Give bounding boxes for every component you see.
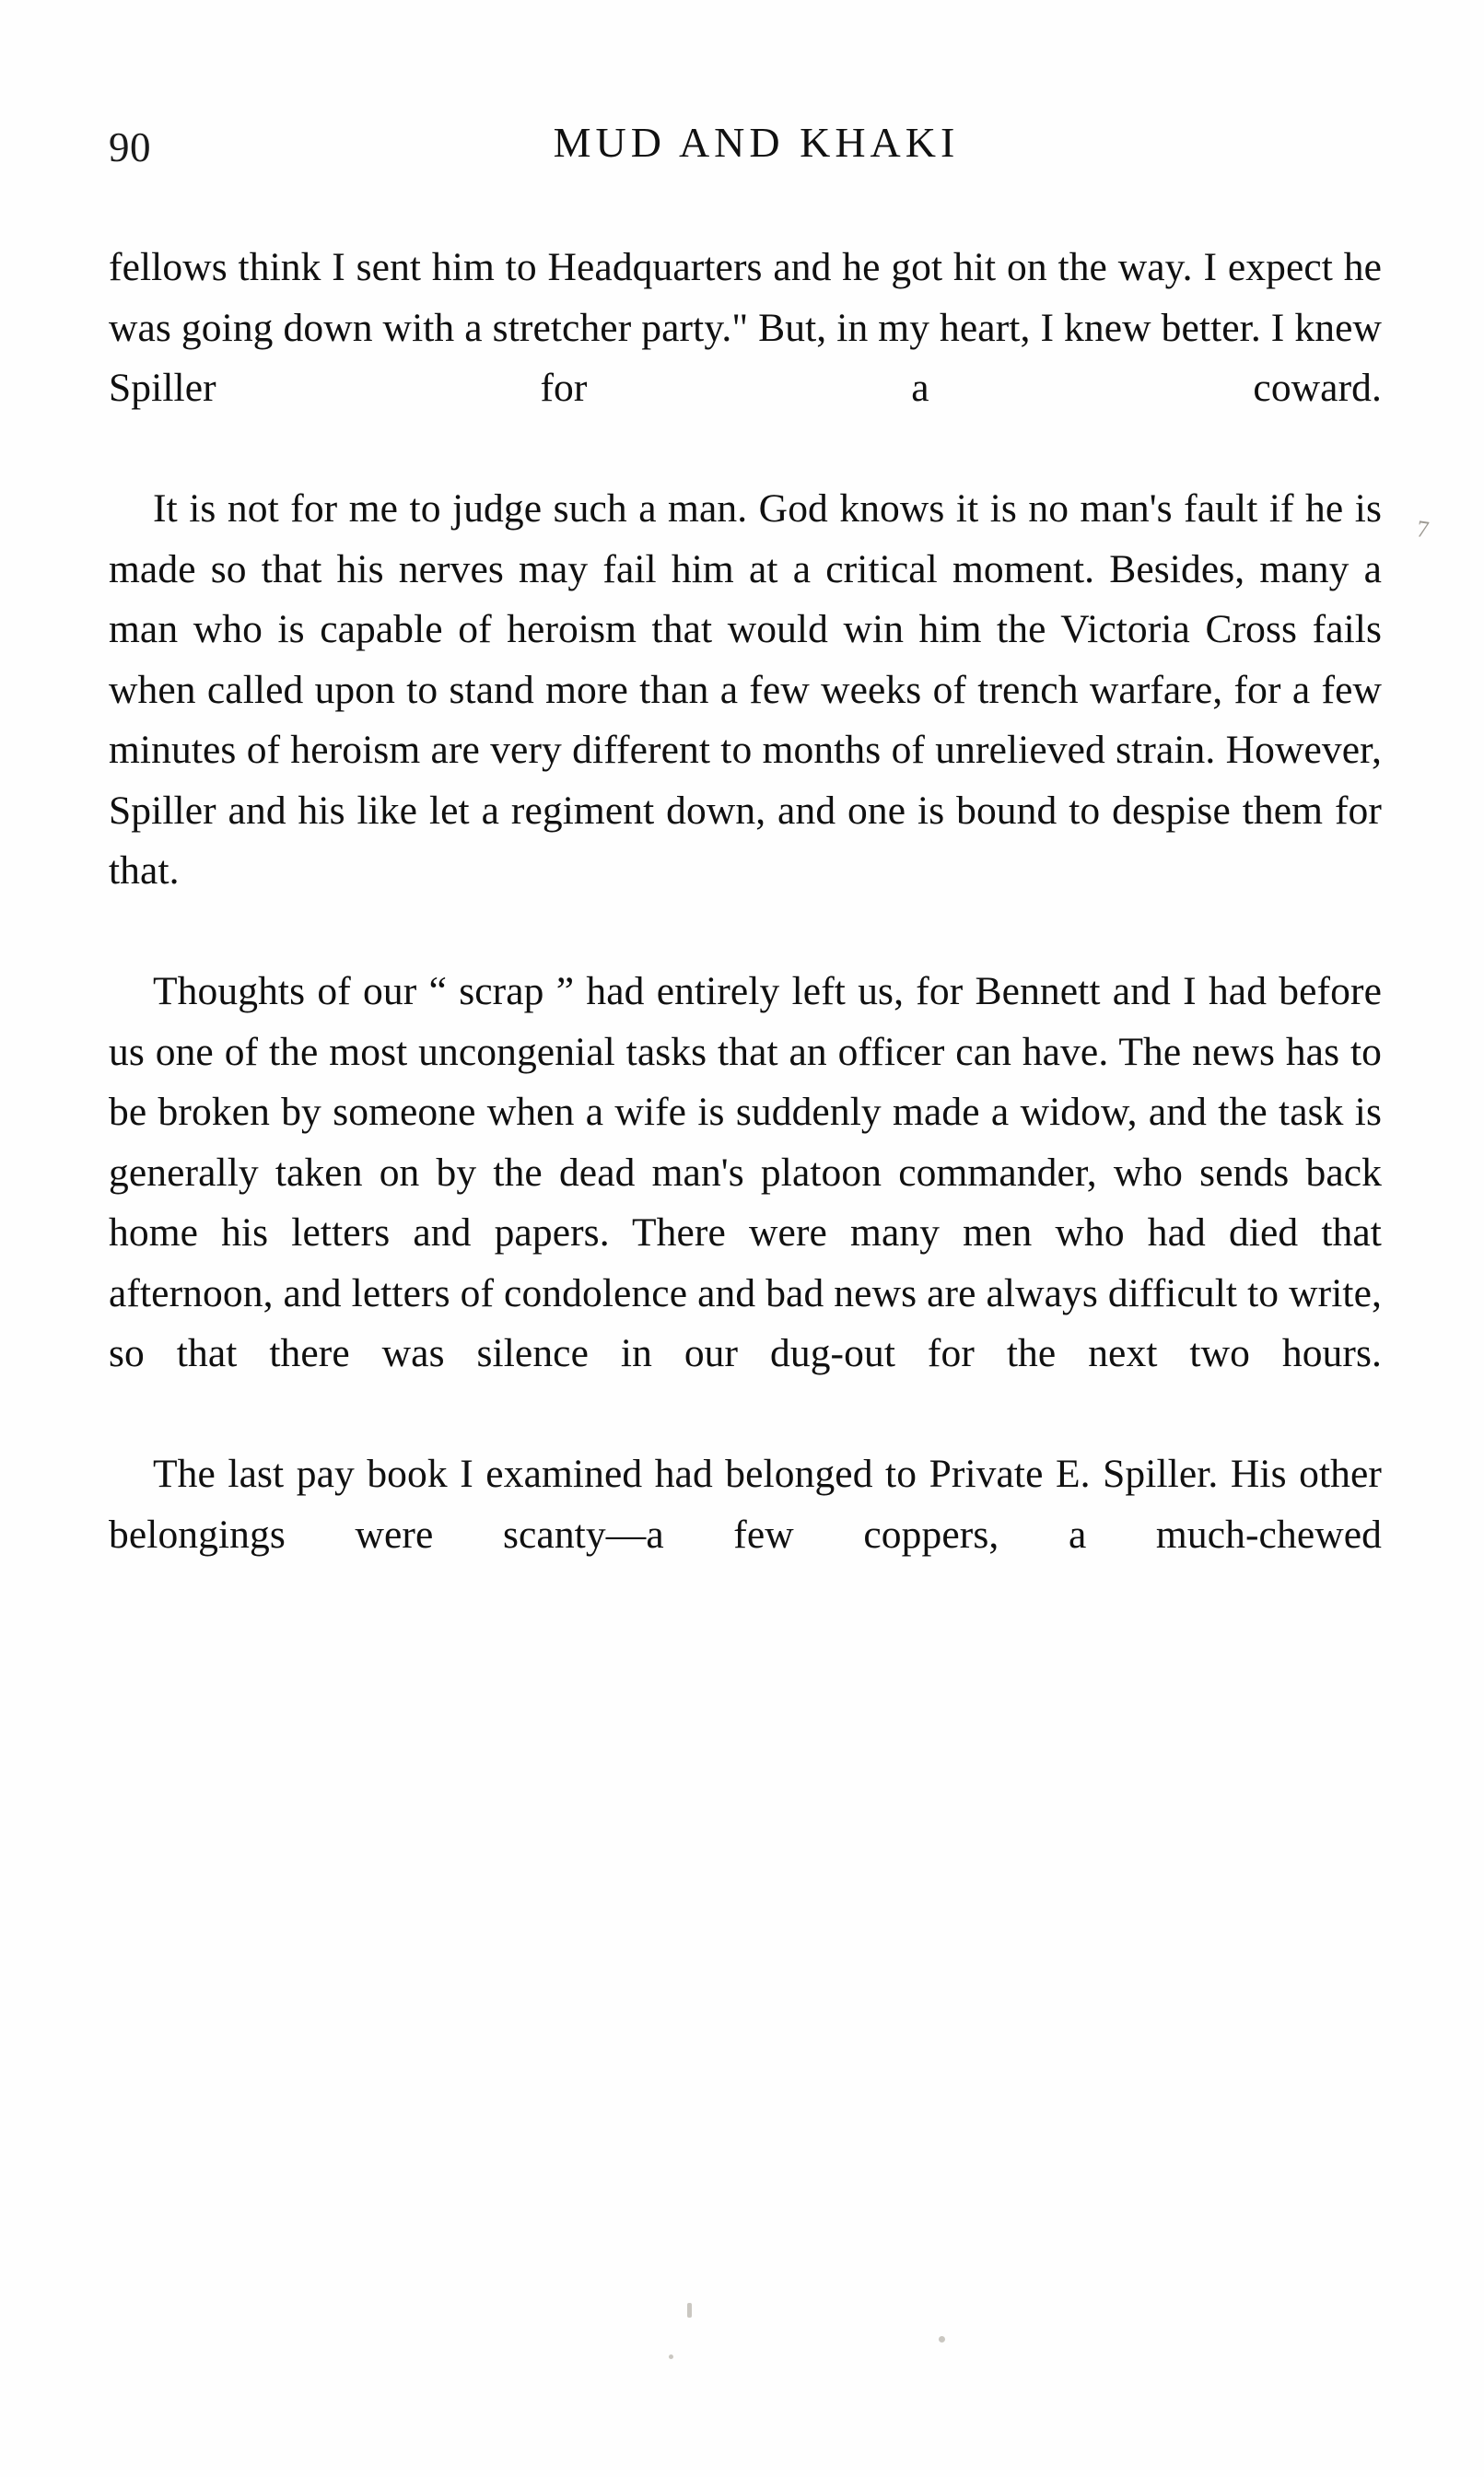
paper-speck	[687, 2303, 692, 2318]
paragraph: Thoughts of our “ scrap ” had entirely left us, for Bennett and I had before us one of the most uncongenial tasks that an officer can have. The news has to be broken by someone when a wife is suddenly made a widow, and the task is generally taken on by the dead man's platoon commander, who sends back home his letters and papers. There were many men who had died that afternoon, and letters of condolence and bad news are always difficult to write, so that there was silence in our dug-out for the next two hours.	[109, 969, 1382, 1375]
page-header	[109, 118, 1380, 182]
paper-speck	[939, 2336, 945, 2343]
paper-speck	[669, 2354, 673, 2359]
margin-annotation: 7	[1415, 515, 1431, 543]
paragraph: The last pay book I examined had belonged to Private E. Spiller. His other belongings were scanty—a few coppers, a much-chewed	[109, 1452, 1382, 1557]
page-body	[109, 238, 1382, 1626]
running-head: MUD AND KHAKI	[553, 119, 960, 166]
page-number: 90	[109, 124, 151, 170]
paragraph: fellows think I sent him to Headquarters and he got hit on the way. I expect he was going down with a stretcher party." But, in my heart, I knew better. I knew Spiller for a coward.	[109, 245, 1382, 410]
paragraph: It is not for me to judge such a man. God knows it is no man's fault if he is made so that his nerves may fail him at a critical moment. Besides, many a man who is capable of heroism that would win him the Victoria Cross fails when called upon to stand more than a few weeks of trench warfare, for a few minutes of heroism are very different to months of unrelieved strain. However, Spiller and his like let a regiment down, and one is bound to despise them for that.	[109, 486, 1382, 893]
